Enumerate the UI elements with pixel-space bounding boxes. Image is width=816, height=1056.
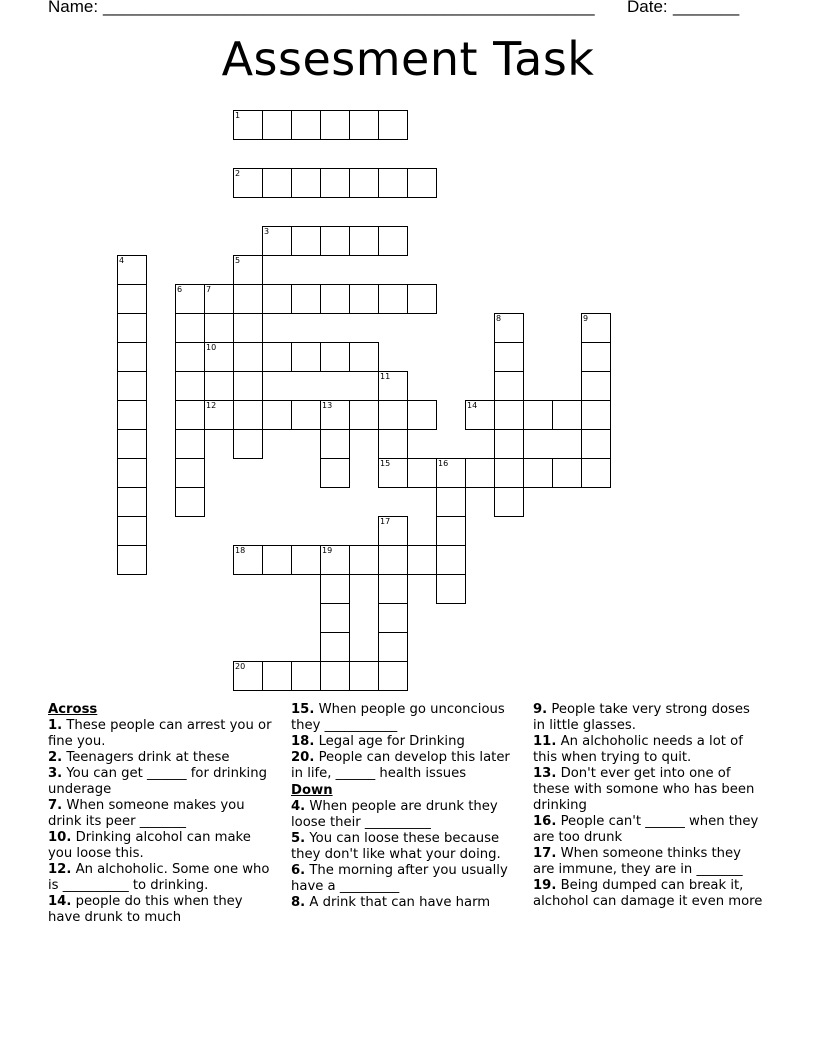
grid-cell[interactable]: [233, 255, 263, 285]
across-clue: [291, 702, 516, 734]
grid-cell[interactable]: [349, 545, 379, 575]
clues-column-3: [533, 702, 765, 910]
grid-cell[interactable]: [262, 342, 292, 372]
down-clue: [533, 734, 765, 766]
grid-cell[interactable]: [407, 400, 437, 430]
grid-cell[interactable]: [117, 545, 147, 575]
down-clue: [533, 702, 765, 734]
grid-cell[interactable]: [204, 342, 234, 372]
grid-cell[interactable]: [291, 226, 321, 256]
clue-text: An alchoholic. Some one who is __________ to drinking.: [48, 862, 270, 893]
clue-number: 18: [235, 546, 246, 555]
grid-cell[interactable]: [378, 284, 408, 314]
clue-number: 11: [380, 372, 391, 381]
across-clue: [48, 862, 273, 894]
across-clue: [48, 766, 273, 798]
across-clue: [48, 750, 273, 766]
across-clue: [48, 798, 273, 830]
grid-cell[interactable]: [175, 313, 205, 343]
clue-number: 15: [380, 459, 391, 468]
grid-cell[interactable]: [581, 371, 611, 401]
grid-cell[interactable]: [494, 313, 524, 343]
grid-cell[interactable]: [262, 110, 292, 140]
down-heading: Down: [291, 783, 333, 798]
clue-number: 7: [206, 285, 212, 294]
grid-cell[interactable]: [117, 400, 147, 430]
grid-cell[interactable]: [117, 313, 147, 343]
clue-text: When someone thinks they are immune, they are in _______: [533, 846, 743, 877]
grid-cell[interactable]: [320, 429, 350, 459]
clue-number: 3: [264, 227, 270, 236]
grid-cell[interactable]: [378, 429, 408, 459]
grid-cell[interactable]: [291, 400, 321, 430]
date-label: Date:: [627, 0, 668, 16]
clue-number: 14: [467, 401, 478, 410]
clue-number: 10: [206, 343, 217, 352]
clue-num: 14.: [48, 894, 72, 909]
grid-cell[interactable]: [349, 342, 379, 372]
clue-number: 20: [235, 662, 246, 671]
grid-cell[interactable]: [436, 545, 466, 575]
grid-cell[interactable]: [552, 458, 582, 488]
grid-cell[interactable]: [175, 342, 205, 372]
clue-num: 18.: [291, 734, 315, 749]
clue-text: Don't ever get into one of these with somone who has been drinking: [533, 766, 755, 813]
grid-cell[interactable]: [117, 429, 147, 459]
clue-number: 8: [496, 314, 502, 323]
down-clue: [291, 799, 516, 831]
grid-cell[interactable]: [494, 371, 524, 401]
grid-cell[interactable]: [523, 458, 553, 488]
grid-cell[interactable]: [204, 400, 234, 430]
across-clue: [291, 750, 516, 782]
grid-cell[interactable]: [233, 429, 263, 459]
grid-cell[interactable]: [320, 400, 350, 430]
grid-cell[interactable]: [291, 342, 321, 372]
clue-text: When people are drunk they loose their __________: [291, 799, 498, 830]
grid-cell[interactable]: [233, 342, 263, 372]
clue-num: 8.: [291, 895, 306, 910]
grid-cell[interactable]: [407, 545, 437, 575]
grid-cell[interactable]: [320, 458, 350, 488]
clue-num: 9.: [533, 702, 548, 717]
grid-cell[interactable]: [320, 168, 350, 198]
clue-num: 11.: [533, 734, 557, 749]
clue-text: These people can arrest you or fine you.: [48, 718, 272, 749]
down-clue: [291, 831, 516, 863]
grid-cell[interactable]: [233, 313, 263, 343]
clue-num: 1.: [48, 718, 63, 733]
grid-cell[interactable]: [552, 400, 582, 430]
clues-column-1: [48, 702, 273, 926]
clue-num: 4.: [291, 799, 306, 814]
clue-num: 19.: [533, 878, 557, 893]
down-clue: [533, 846, 765, 878]
grid-cell[interactable]: [349, 226, 379, 256]
grid-cell[interactable]: [494, 458, 524, 488]
grid-cell[interactable]: [233, 545, 263, 575]
grid-cell[interactable]: [465, 400, 495, 430]
clue-number: 16: [438, 459, 449, 468]
clue-text: people do this when they have drunk to much: [48, 894, 243, 925]
clue-num: 10.: [48, 830, 72, 845]
clue-text: People can develop this later in life, ______ health issues: [291, 750, 510, 781]
clue-number: 9: [583, 314, 589, 323]
clue-number: 5: [235, 256, 241, 265]
grid-cell[interactable]: [320, 284, 350, 314]
clue-text: The morning after you usually have a _________: [291, 863, 508, 894]
grid-cell[interactable]: [378, 400, 408, 430]
grid-cell[interactable]: [349, 284, 379, 314]
grid-cell[interactable]: [581, 400, 611, 430]
grid-cell[interactable]: [378, 168, 408, 198]
date-blank[interactable]: _______: [673, 0, 740, 16]
grid-cell[interactable]: [494, 400, 524, 430]
grid-cell[interactable]: [349, 400, 379, 430]
grid-cell[interactable]: [378, 516, 408, 546]
down-clue: [291, 863, 516, 895]
clue-num: 20.: [291, 750, 315, 765]
clue-number: 12: [206, 401, 217, 410]
across-heading: Across: [48, 702, 98, 717]
clue-text: A drink that can have harm: [305, 895, 491, 910]
clues-column-2: [291, 702, 516, 911]
grid-cell[interactable]: [320, 226, 350, 256]
grid-cell[interactable]: [349, 110, 379, 140]
clue-text: Legal age for Drinking: [314, 734, 465, 749]
grid-cell[interactable]: [581, 429, 611, 459]
grid-cell[interactable]: [117, 284, 147, 314]
clue-num: 7.: [48, 798, 63, 813]
grid-cell[interactable]: [320, 545, 350, 575]
grid-cell[interactable]: [262, 226, 292, 256]
down-clue: [533, 878, 765, 910]
grid-cell[interactable]: [233, 371, 263, 401]
grid-cell[interactable]: [320, 110, 350, 140]
grid-cell[interactable]: [581, 313, 611, 343]
grid-cell[interactable]: [117, 516, 147, 546]
name-label: Name:: [48, 0, 99, 16]
grid-cell[interactable]: [117, 342, 147, 372]
grid-cell[interactable]: [436, 458, 466, 488]
clue-text: Drinking alcohol can make you loose this.: [48, 830, 251, 861]
grid-cell[interactable]: [175, 371, 205, 401]
grid-cell[interactable]: [175, 284, 205, 314]
grid-cell[interactable]: [407, 284, 437, 314]
clue-num: 5.: [291, 831, 306, 846]
clue-number: 4: [119, 256, 125, 265]
grid-cell[interactable]: [320, 661, 350, 691]
down-clue: [533, 766, 765, 814]
grid-cell[interactable]: [233, 168, 263, 198]
grid-cell[interactable]: [291, 168, 321, 198]
clue-text: People take very strong doses in little glasses.: [533, 702, 750, 733]
grid-cell[interactable]: [378, 226, 408, 256]
name-blank[interactable]: ____________________________________________________: [103, 0, 595, 16]
grid-cell[interactable]: [436, 487, 466, 517]
grid-cell[interactable]: [204, 284, 234, 314]
clue-num: 6.: [291, 863, 306, 878]
grid-cell[interactable]: [465, 458, 495, 488]
grid-cell[interactable]: [378, 458, 408, 488]
clue-text: People can't ______ when they are too drunk: [533, 814, 759, 845]
grid-cell[interactable]: [436, 516, 466, 546]
clue-num: 2.: [48, 750, 63, 765]
grid-cell[interactable]: [291, 284, 321, 314]
clue-number: 2: [235, 169, 241, 178]
grid-cell[interactable]: [349, 661, 379, 691]
grid-cell[interactable]: [117, 487, 147, 517]
grid-cell[interactable]: [378, 603, 408, 633]
clue-num: 16.: [533, 814, 557, 829]
grid-cell[interactable]: [320, 603, 350, 633]
grid-cell[interactable]: [494, 429, 524, 459]
clue-number: 1: [235, 111, 241, 120]
grid-cell[interactable]: [175, 487, 205, 517]
grid-cell[interactable]: [378, 371, 408, 401]
grid-cell[interactable]: [523, 400, 553, 430]
grid-cell[interactable]: [494, 342, 524, 372]
grid-cell[interactable]: [233, 661, 263, 691]
clue-text: When people go unconcious they ___________: [291, 702, 505, 733]
clue-num: 12.: [48, 862, 72, 877]
grid-cell[interactable]: [291, 110, 321, 140]
grid-cell[interactable]: [233, 110, 263, 140]
grid-cell[interactable]: [233, 400, 263, 430]
grid-cell[interactable]: [581, 342, 611, 372]
across-clue: [48, 830, 273, 862]
clue-num: 17.: [533, 846, 557, 861]
grid-cell[interactable]: [117, 255, 147, 285]
grid-cell[interactable]: [291, 661, 321, 691]
grid-cell[interactable]: [320, 632, 350, 662]
across-clue: [48, 718, 273, 750]
clue-text: Being dumped can break it, alchohol can damage it even more: [533, 878, 763, 909]
across-clue: [291, 734, 516, 750]
grid-cell[interactable]: [117, 371, 147, 401]
grid-cell[interactable]: [262, 400, 292, 430]
grid-cell[interactable]: [378, 110, 408, 140]
grid-cell[interactable]: [378, 661, 408, 691]
clue-text: When someone makes you drink its peer _______: [48, 798, 245, 829]
grid-cell[interactable]: [175, 458, 205, 488]
grid-cell[interactable]: [320, 574, 350, 604]
clue-num: 3.: [48, 766, 63, 781]
clue-text: You can get ______ for drinking underage: [48, 766, 267, 797]
grid-cell[interactable]: [407, 168, 437, 198]
down-clue: [291, 895, 516, 911]
grid-cell[interactable]: [407, 458, 437, 488]
across-clue: [48, 894, 273, 926]
page-title: Assesment Task: [221, 32, 595, 86]
grid-cell[interactable]: [494, 487, 524, 517]
grid-cell[interactable]: [117, 458, 147, 488]
grid-cell[interactable]: [581, 458, 611, 488]
grid-cell[interactable]: [291, 545, 321, 575]
clue-text: An alchoholic needs a lot of this when trying to quit.: [533, 734, 743, 765]
grid-cell[interactable]: [175, 429, 205, 459]
clue-text: Teenagers drink at these: [62, 750, 230, 765]
clue-number: 13: [322, 401, 333, 410]
clue-number: 17: [380, 517, 391, 526]
grid-cell[interactable]: [262, 168, 292, 198]
clue-num: 13.: [533, 766, 557, 781]
grid-cell[interactable]: [378, 545, 408, 575]
down-clue: [533, 814, 765, 846]
grid-cell[interactable]: [320, 342, 350, 372]
grid-cell[interactable]: [436, 574, 466, 604]
clue-number: 19: [322, 546, 333, 555]
clue-number: 6: [177, 285, 183, 294]
clue-num: 15.: [291, 702, 315, 717]
grid-cell[interactable]: [262, 284, 292, 314]
grid-cell[interactable]: [233, 284, 263, 314]
grid-cell[interactable]: [378, 632, 408, 662]
grid-cell[interactable]: [349, 168, 379, 198]
grid-cell[interactable]: [262, 661, 292, 691]
grid-cell[interactable]: [175, 400, 205, 430]
grid-cell[interactable]: [378, 574, 408, 604]
clue-text: You can loose these because they don't like what your doing.: [291, 831, 501, 862]
grid-cell[interactable]: [262, 545, 292, 575]
